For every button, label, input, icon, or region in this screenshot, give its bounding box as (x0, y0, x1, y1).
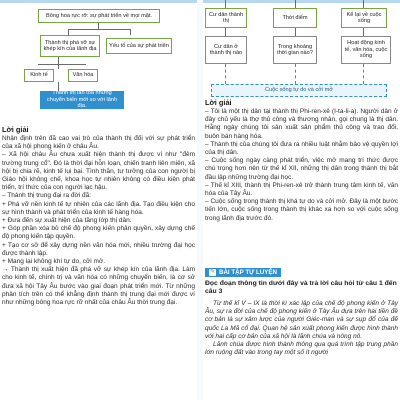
self-practice-label: BÀI TẬP TỰ LUYỆN (219, 269, 277, 276)
left-paragraph: + Góp phần xóa bỏ chế độ phong kiến phân quyền, xây dựng chế độ phong kiến tập quyền. (2, 225, 195, 241)
diagram-box-cu-dan: Cư dân thành thị (205, 8, 247, 28)
diagram-box-thanh-thi-nao: Cư dân ở thành thị nào (205, 36, 247, 64)
passage-paragraph: Từ thế kỉ V – IX là thời kì xác lập của chế độ phong kiến ở Tây Âu, sự ra đời của chế độ phong kiến ở Tây Âu dựa trên hai tiền đề cơ bản là sự xâm lược của người Giéc-man và sự sụp đổ của đế quốc La Mã cổ đại. Quan hệ sản xuất phong kiến được hình thành với hai cấp cơ bản của xã hội là lãnh chúa và nông nô. (205, 300, 398, 340)
exercise-instruction: Đọc đoạn thông tin dưới đây và trả lời câu hỏi từ câu 1 đến câu 3 (205, 280, 397, 296)
right-paragraph: – Cuộc sống ngày càng phát triển, việc mở mang trí thức được chú trọng hơn nên từ thế kỉ XII, những thị dân trong thành thị bắt đầu lập những trường đại học. (205, 157, 398, 181)
connector (225, 28, 226, 36)
diagram-van-hoa-box: Văn hóa (68, 69, 98, 82)
diagram-factor-box: Yếu tố của sự phát triển (106, 38, 172, 54)
diagram-bottom-box: Thành thị lan tỏa những chuyển biến mới so với lãnh địa. (40, 91, 124, 109)
left-paragraph: + Tạo cơ sở để xây dựng nền văn hóa mới, nhiều trường đại học được thành lập. (2, 241, 195, 257)
column-gutter (197, 0, 203, 400)
connector (225, 0, 226, 8)
diagram-box-hoat-dong: Hoạt động kinh tế, văn hóa, cuộc sống (341, 36, 391, 64)
right-paragraph: – Thành thị của chúng tôi đưa ra nhiều luật nhằm bảo vệ quyền lợi của thị dân. (205, 140, 398, 157)
pencil-icon: ✎ (209, 269, 216, 275)
left-solution-heading: Lời giải (2, 125, 29, 134)
left-paragraph: → Thành thị xuất hiện đã phá vỡ sự khép kín của lãnh địa. Làm cho kinh tế, chính trị và văn hóa có những chuyển biến, là cơ sở đưa xã hội Tây Âu bước vào giai đoạn phát triển mới. Từ những phân tích trên có thể khẳng định thành thị trung đại mới được ví như những bông hoa rực rỡ nhất của châu Âu thời trung đại. (2, 266, 195, 307)
diagram-box-khoang-thoi-gian: Trong khoảng thời gian nào? (273, 36, 317, 64)
left-paragraph: Nhận định trên đã cao vai trò của thành thị đối với sự phát triển của xã hội phong kiến ở châu Âu. (2, 135, 195, 151)
diagram-top-box: Bông hoa rực rỡ: sự phát triển về mọi mặt. (38, 9, 160, 23)
dashed-connector (295, 64, 296, 84)
connector (58, 57, 59, 69)
connector (363, 28, 364, 36)
left-paragraph: + Phá vỡ nền kinh tế tự nhiên của các lãnh địa. Tạo điều kiện cho sự hình thành và phát triển của kinh tế hàng hóa. (2, 200, 195, 216)
passage-paragraph: Lãnh chúa được hình thành thông qua quá trình tập trung phần lớn ruộng đất vào trong tay một số ít người (205, 341, 398, 357)
connector (295, 28, 296, 36)
exercise-passage (205, 300, 398, 357)
left-paragraph: + Mang lại không khí tự do, cởi mở. (2, 258, 106, 266)
diagram-kinh-te-box: Kinh tế (24, 69, 54, 82)
connector (130, 29, 131, 35)
left-paragraph: + Đưa đến sự xuất hiện của tầng lớp thị dân. (2, 217, 132, 225)
diagram-box-thoi-diem: Thời điểm (273, 8, 317, 28)
left-paragraph: – Xã hội châu Âu chưa xuất hiện thành thị được ví như "đêm trường trung cổ". Đó là thời đại hỗn loạn, chiến tranh liên miên, xã hội bị chia rẽ, kinh tế lụi bại. Tình thần, tư tưởng của con người bị Giáo hội không chế, khoa học tự nhiên không có điều kiện phát triển, trí thức của con người lạc hậu. (2, 151, 195, 192)
dashed-connector (225, 64, 226, 84)
diagram-box-ke-lai: Kể lại về cuộc sống (341, 8, 387, 28)
right-paragraph: – Thế kỉ XIII, thành thị Phi-ren-xê trở thành trung tâm kinh tế, văn hóa của Tây Âu. (205, 181, 398, 198)
dashed-connector (363, 64, 364, 84)
diagram-middle-box: Thành thị phá vỡ sự khép kín của lãnh địa (40, 35, 100, 57)
connector (363, 0, 364, 8)
diagram-bottom-box-right: Cuộc sống tự do và cởi mở (211, 84, 387, 97)
right-solution-heading: Lời giải (205, 98, 232, 107)
connector (295, 0, 296, 8)
connector (68, 29, 130, 30)
right-solution-text (205, 108, 398, 223)
right-paragraph: – Cuộc sống trong thành thị khá tự do và cởi mở. Đây là một bước tiến lớn, cuộc sống trong thành thị khác xa hơn so với cuộc sống trong lãnh địa trước đó. (205, 198, 398, 222)
self-practice-badge (205, 268, 281, 277)
connector (38, 64, 86, 65)
left-solution-text (2, 135, 195, 307)
right-paragraph: – Tôi là một thị dân tại thành thị Phi-ren-xê (I-ta-li-a). Người dân ở đây chủ yếu là thợ thủ công và thương nhân, gọi chung là thị dân. Hằng ngày chúng tôi sản xuất sản phẩm thủ công và trao đổi, buôn bán hàng hóa. (205, 108, 398, 140)
left-paragraph: – Thành thị trung đại ra đời đã: (2, 192, 92, 200)
